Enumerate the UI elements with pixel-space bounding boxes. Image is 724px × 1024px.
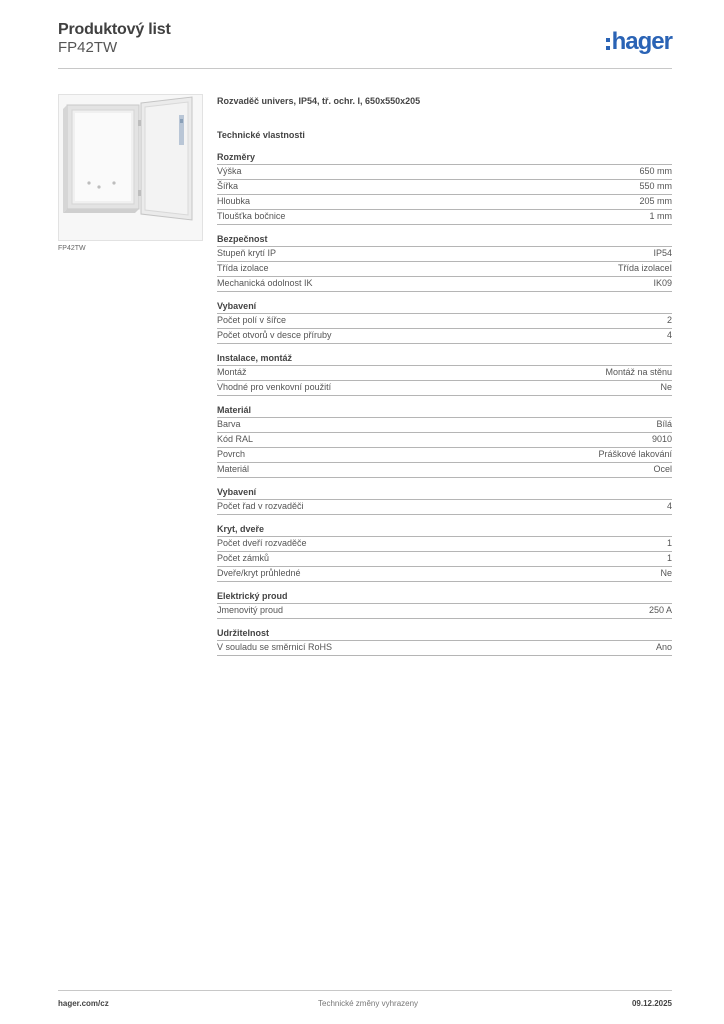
footer-date: 09.12.2025 [631,999,672,1008]
spec-row [217,261,672,276]
spec-value: Ne [660,382,672,392]
section-title: Materiál [217,405,252,415]
spec-label: Kód RAL [217,434,254,444]
spec-label: Povrch [217,449,246,459]
spec-label: Tloušťka bočnice [217,211,286,221]
spec-value: 650 mm [639,166,672,176]
spec-value: Třída izolaceI [617,263,672,273]
spec-value: Bílá [656,419,672,429]
spec-row [217,603,672,619]
spec-label: Počet zámků [217,553,270,563]
spec-value: 205 mm [639,196,672,206]
spec-sections [217,152,672,656]
product-description: Rozvaděč univers, IP54, tř. ochr. I, 650x550x205 [217,96,421,106]
spec-label: Výška [217,166,242,176]
enclosure-product-photo [58,94,203,241]
product-code: FP42TW [58,39,118,56]
spec-value: Montáž na stěnu [605,367,672,377]
spec-value: 4 [666,330,672,340]
spec-section [217,405,672,478]
spec-row [217,499,672,515]
spec-label: Materiál [217,464,250,474]
spec-section [217,524,672,582]
spec-row [217,551,672,566]
spec-row [217,164,672,179]
spec-value: 1 [666,538,672,548]
spec-row [217,380,672,396]
spec-row [217,536,672,551]
logo-dots-icon [606,38,610,50]
spec-value: 4 [666,501,672,511]
spec-row [217,194,672,209]
spec-value: 2 [666,315,672,325]
spec-section [217,628,672,656]
spec-value: 9010 [651,434,672,444]
section-title: Vybavení [217,487,257,497]
logo-text: hager [611,28,672,55]
spec-label: Jmenovitý proud [217,605,284,615]
spec-row [217,276,672,292]
spec-row [217,328,672,344]
section-title: Instalace, montáž [217,353,293,363]
footer-website: hager.com/cz [58,999,109,1008]
spec-value: Práškové lakování [598,449,672,459]
spec-section [217,301,672,344]
spec-value: IK09 [653,278,672,288]
spec-row [217,640,672,656]
spec-row [217,313,672,328]
spec-label: Počet polí v šířce [217,315,287,325]
product-details [217,96,672,665]
spec-value: Ne [660,568,672,578]
spec-row [217,365,672,380]
spec-value: 250 A [648,605,672,615]
spec-label: Třída izolace [217,263,269,273]
spec-value: 1 mm [649,211,672,221]
spec-row [217,179,672,194]
section-title: Elektrický proud [217,591,288,601]
spec-row [217,417,672,432]
spec-value: 1 [666,553,672,563]
section-title: Kryt, dveře [217,524,265,534]
page-title: Produktový list [58,21,171,38]
spec-label: Hloubka [217,196,251,206]
footer-divider [58,990,672,991]
spec-row [217,462,672,478]
spec-row [217,246,672,261]
spec-label: Šířka [217,181,239,191]
spec-label: Stupeň krytí IP [217,248,277,258]
spec-label: Počet řad v rozvaděči [217,501,304,511]
spec-label: Vhodné pro venkovní použití [217,382,332,392]
spec-section [217,152,672,225]
image-caption: FP42TW [58,245,86,252]
spec-row [217,447,672,462]
spec-label: Dveře/kryt průhledné [217,568,301,578]
spec-section [217,487,672,515]
spec-section [217,353,672,396]
spec-label: V souladu se směrnicí RoHS [217,642,333,652]
spec-label: Počet otvorů v desce příruby [217,330,332,340]
spec-row [217,209,672,225]
technical-properties-heading: Technické vlastnosti [217,130,305,140]
spec-label: Montáž [217,367,247,377]
section-title: Bezpečnost [217,234,268,244]
spec-label: Počet dveří rozvaděče [217,538,307,548]
section-title: Vybavení [217,301,257,311]
section-title: Udržitelnost [217,628,270,638]
spec-row [217,432,672,447]
spec-row [217,566,672,582]
spec-value: Ano [655,642,672,652]
spec-label: Barva [217,419,241,429]
hager-logo [606,27,672,57]
spec-label: Mechanická odolnost IK [217,278,313,288]
footer-disclaimer: Technické změny vyhrazeny [318,999,419,1008]
spec-value: IP54 [653,248,672,258]
spec-value: 550 mm [639,181,672,191]
section-title: Rozměry [217,152,256,162]
spec-section [217,591,672,619]
header-divider [58,68,672,69]
spec-section [217,234,672,292]
spec-value: Ocel [653,464,672,474]
